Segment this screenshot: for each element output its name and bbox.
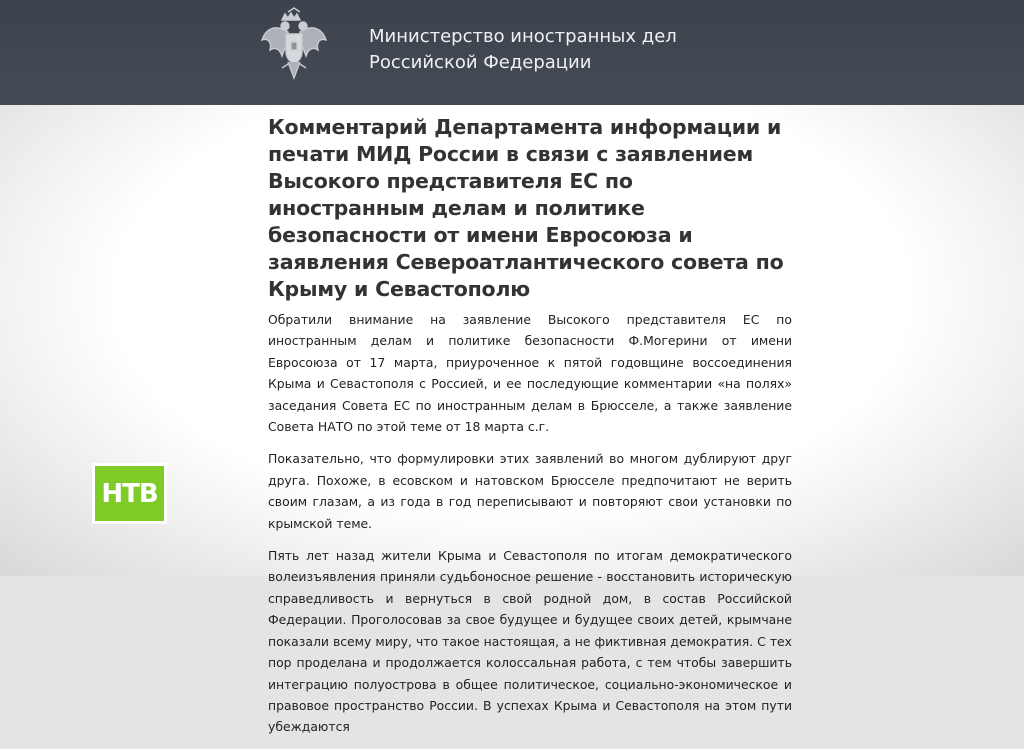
ntv-logo-text: НТВ <box>101 478 158 509</box>
article-paragraph: Обратили внимание на заявление Высокого представителя ЕС по иностранным делам и политике безопасности Ф.Могерини от имени Евросоюза от 17 марта, приуроченное к пятой годовщине воссоединения Крыма и Севастополя с Россией, и ее последующие комментарии «на полях» заседания Совета ЕС по иностранным делам в Брюсселе, а также заявление Совета НАТО по этой теме от 18 марта с.г. <box>268 312 792 435</box>
ministry-name[interactable] <box>369 24 677 76</box>
ministry-name-line1: Министерство иностранных дел <box>369 26 677 47</box>
article-title: Комментарий Департамента информации и печати МИД России в связи с заявлением Высокого представителя ЕС по иностранным делам и политике безопасности от имени Евросоюза и заявления Североатлантического совета по Крыму и Севастополю <box>268 115 784 301</box>
ntv-logo-watermark <box>92 463 167 524</box>
site-header <box>0 0 1024 105</box>
article-paragraph: Показательно, что формулировки этих заявлений во многом дублируют друг друга. Похоже, в есовском и натовском Брюсселе предпочитают не верить своим глазам, а из года в год переписывают и повторяют свои установки по крымской теме. <box>268 451 792 531</box>
article-paragraph: Пять лет назад жители Крыма и Севастополя по итогам демократического волеизъявления приняли судьбоносное решение - восстановить историческую справедливость и вернуться в свой родной дом, в состав Российской Федерации. Проголосовав за свое будущее и будущее своих детей, крымчане показали всему миру, что такое настоящая, а не фиктивная демократия. С тех пор проделана и продолжается колоссальная работа, с тем чтобы завершить интеграцию полуострова в общее политическое, социально-экономическое и правовое пространство России. В успехах Крыма и Севастополя на этом пути убеждаются <box>268 548 792 735</box>
article <box>268 114 792 749</box>
coat-of-arms-icon[interactable] <box>258 6 330 82</box>
ministry-name-line2: Российской Федерации <box>369 52 592 73</box>
